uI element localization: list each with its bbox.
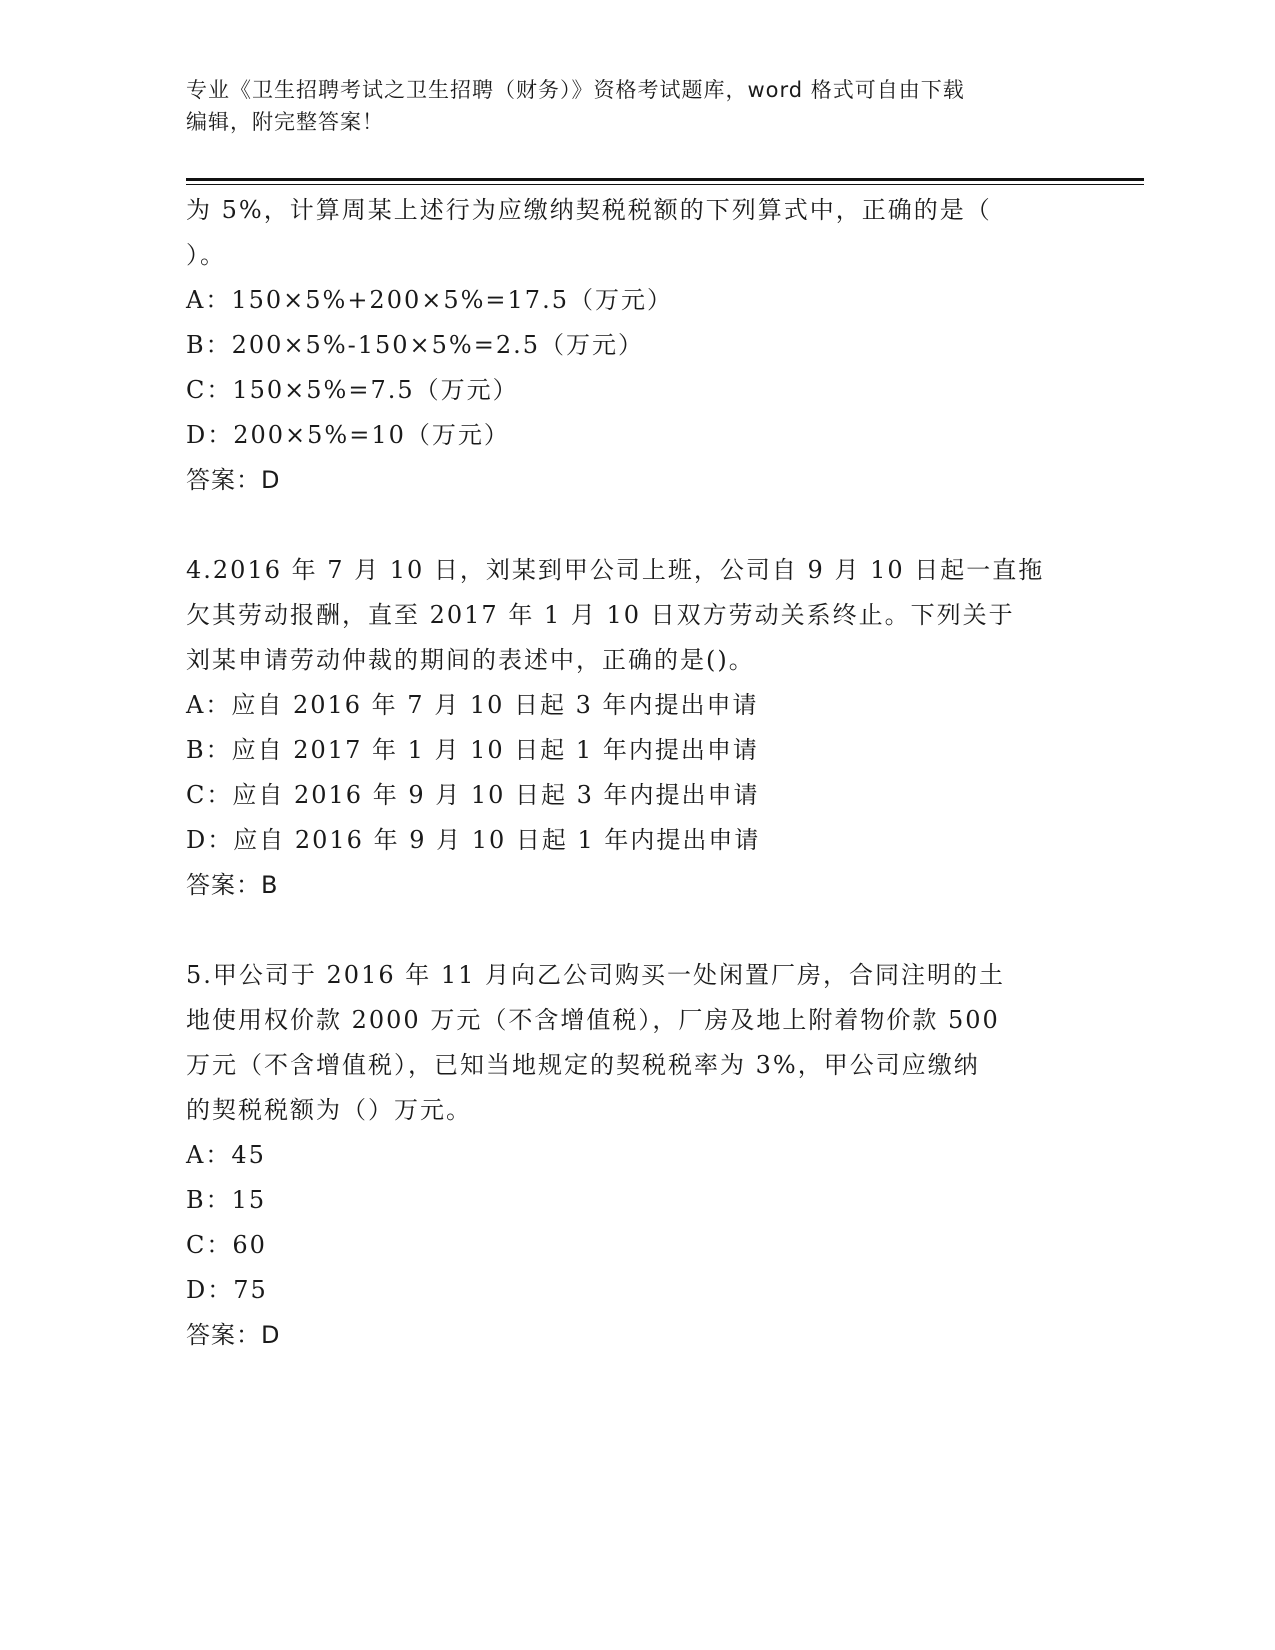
question-5-answer: 答案：D (186, 1321, 281, 1349)
question-3-option-b: B：200×5%-150×5%=2.5（万元） (186, 331, 645, 359)
question-4-stem-line-3: 刘某申请劳动仲裁的期间的表述中，正确的是()。 (186, 646, 755, 674)
header-line-1: 专业《卫生招聘考试之卫生招聘（财务）》资格考试题库，word 格式可自由下载 (186, 78, 965, 102)
question-3-stem-line-2: ）。 (186, 241, 226, 269)
header-divider-thin (186, 184, 1144, 185)
document-header (186, 74, 1066, 138)
spacer (186, 503, 1066, 548)
question-4-option-a: A：应自 2016 年 7 月 10 日起 3 年内提出申请 (186, 691, 759, 719)
question-4-option-b: B：应自 2017 年 1 月 10 日起 1 年内提出申请 (186, 736, 759, 764)
question-3-answer: 答案：D (186, 466, 281, 494)
question-content (186, 188, 1066, 1358)
question-4-answer: 答案：B (186, 871, 279, 899)
question-4-stem-line-1: 4.2016 年 7 月 10 日，刘某到甲公司上班，公司自 9 月 10 日起一直拖 (186, 556, 1045, 584)
question-4-stem-line-2: 欠其劳动报酬，直至 2017 年 1 月 10 日双方劳动关系终止。下列关于 (186, 601, 1015, 629)
question-5-stem-line-2: 地使用权价款 2000 万元（不含增值税），厂房及地上附着物价款 500 (186, 1006, 1000, 1034)
question-3-stem-line-1: 为 5%，计算周某上述行为应缴纳契税税额的下列算式中，正确的是（ (186, 196, 992, 224)
question-5 (186, 953, 1066, 1358)
question-5-stem-line-1: 5.甲公司于 2016 年 11 月向乙公司购买一处闲置厂房，合同注明的土 (186, 961, 1006, 989)
question-4 (186, 548, 1066, 908)
question-3-option-a: A：150×5%+200×5%=17.5（万元） (186, 286, 673, 314)
question-5-stem-line-4: 的契税税额为（）万元。 (186, 1096, 472, 1124)
question-4-option-d: D：应自 2016 年 9 月 10 日起 1 年内提出申请 (186, 826, 761, 854)
spacer (186, 908, 1066, 953)
question-3 (186, 188, 1066, 503)
question-5-option-d: D：75 (186, 1276, 268, 1304)
header-divider-thick (186, 178, 1144, 181)
question-5-stem-line-3: 万元（不含增值税），已知当地规定的契税税率为 3%，甲公司应缴纳 (186, 1051, 980, 1079)
question-5-option-c: C：60 (186, 1231, 267, 1259)
header-line-2: 编辑，附完整答案！ (186, 110, 384, 134)
question-4-option-c: C：应自 2016 年 9 月 10 日起 3 年内提出申请 (186, 781, 760, 809)
question-5-option-b: B：15 (186, 1186, 267, 1214)
question-3-option-c: C：150×5%=7.5（万元） (186, 376, 519, 404)
question-5-option-a: A：45 (186, 1141, 266, 1169)
question-3-option-d: D：200×5%=10（万元） (186, 421, 510, 449)
